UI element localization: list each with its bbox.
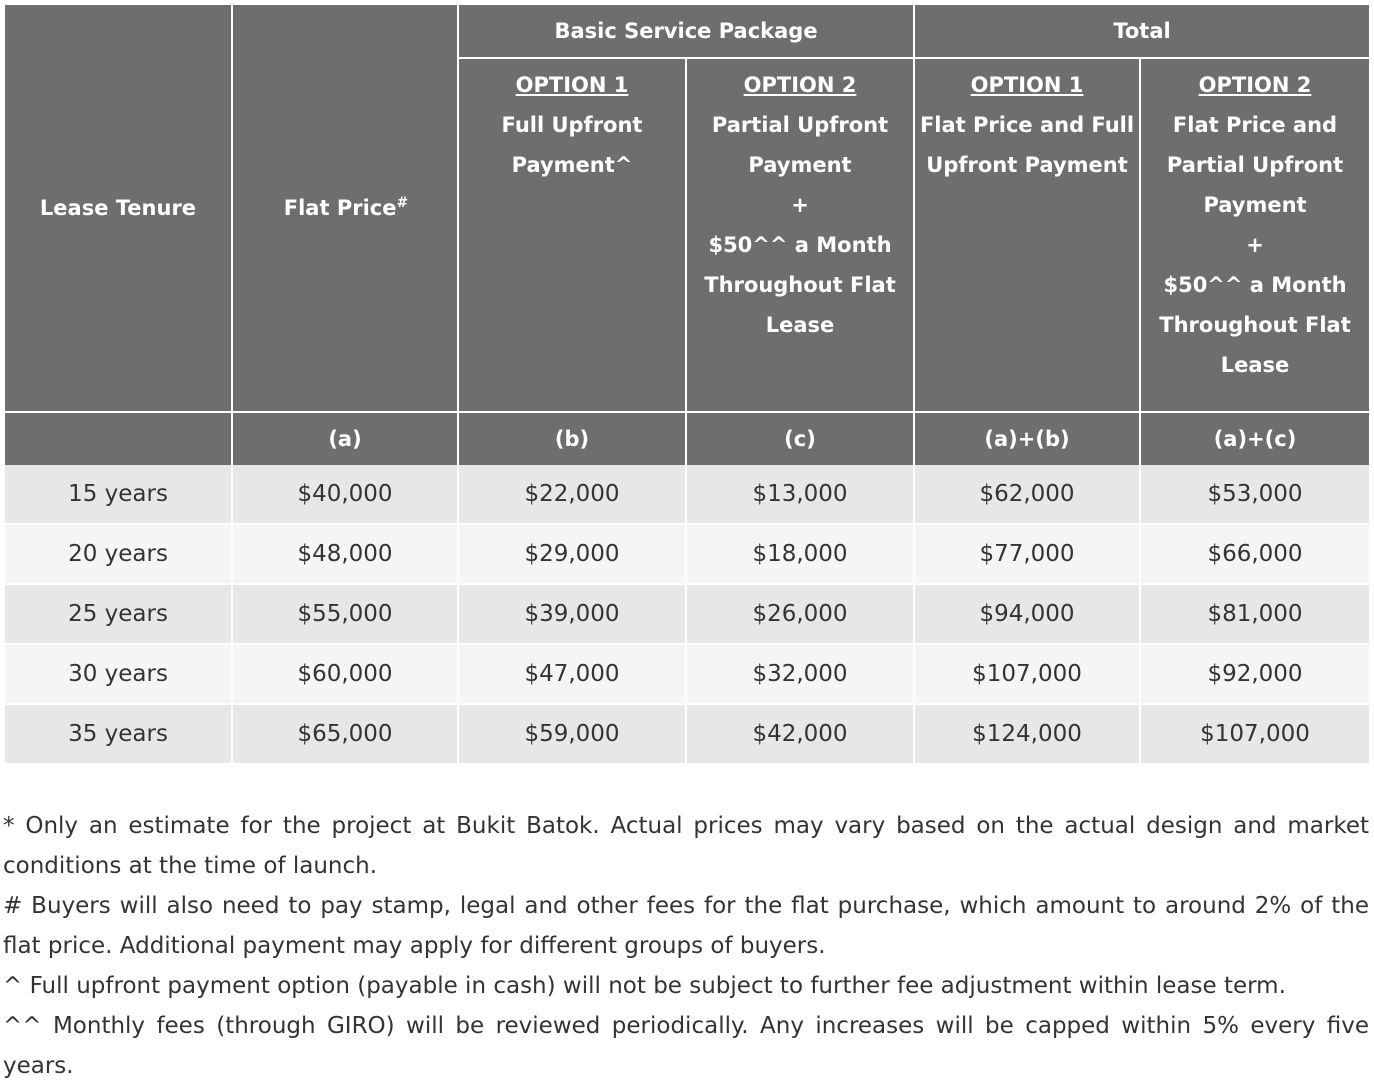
price-cell: $60,000: [232, 644, 458, 704]
footnote: ^ Full upfront payment option (payable in cash) will not be subject to further fee adjustment within lease term.: [3, 973, 1286, 999]
footnote: * Only an estimate for the project at Bukit Batok. Actual prices may vary based on the actual design and market conditions at the time of launch.: [3, 813, 1369, 879]
option-line: Lease: [1220, 353, 1290, 377]
footnotes: [3, 806, 1369, 1086]
lease-tenure-cell: 30 years: [5, 644, 232, 704]
option-title: OPTION 1: [515, 73, 629, 97]
header-lease-tenure: Lease Tenure: [5, 5, 232, 412]
option-line: Flat Price and: [1172, 113, 1338, 137]
option-line: +: [1246, 233, 1264, 257]
price-cell: $107,000: [1140, 704, 1369, 764]
header-flat-price: [232, 5, 458, 412]
code-cell: (c): [686, 412, 914, 465]
code-cell: (b): [458, 412, 686, 465]
header-bsp-option2: [686, 58, 914, 412]
option-line: Throughout Flat: [1159, 313, 1351, 337]
table-row: [5, 465, 1369, 524]
option-line: Payment: [748, 153, 852, 177]
footnote: ^^ Monthly fees (through GIRO) will be reviewed periodically. Any increases will be capped within 5% every five years.: [3, 1013, 1369, 1079]
footnote-hash-mark: #: [396, 195, 407, 211]
lease-tenure-cell: 25 years: [5, 584, 232, 644]
option-title: OPTION 1: [970, 73, 1084, 97]
price-cell: $65,000: [232, 704, 458, 764]
price-cell: $39,000: [458, 584, 686, 644]
price-cell: $107,000: [914, 644, 1140, 704]
option-line: Lease: [765, 313, 835, 337]
header-basic-service-package: Basic Service Package: [458, 5, 914, 58]
option-line: Partial Upfront: [711, 113, 889, 137]
price-table: [5, 5, 1369, 765]
price-cell: $94,000: [914, 584, 1140, 644]
price-cell: $13,000: [686, 465, 914, 524]
price-cell: $59,000: [458, 704, 686, 764]
lease-tenure-cell: 15 years: [5, 465, 232, 524]
price-cell: $22,000: [458, 465, 686, 524]
table-body: [5, 465, 1369, 764]
footnote: # Buyers will also need to pay stamp, legal and other fees for the flat purchase, which amount to around 2% of the flat price. Additional payment may apply for different groups of buyers.: [3, 893, 1369, 959]
price-cell: $40,000: [232, 465, 458, 524]
table-row: [5, 584, 1369, 644]
option-line: Payment: [1203, 193, 1307, 217]
option-title: OPTION 2: [1198, 73, 1312, 97]
option-line: $50^^ a Month: [708, 233, 892, 257]
header-total: Total: [914, 5, 1369, 58]
header-flat-price-label: Flat Price: [283, 196, 397, 220]
option-line: Flat Price and Full: [919, 113, 1135, 137]
price-cell: $62,000: [914, 465, 1140, 524]
price-cell: $53,000: [1140, 465, 1369, 524]
price-cell: $66,000: [1140, 524, 1369, 584]
code-cell: (a)+(b): [914, 412, 1140, 465]
price-cell: $47,000: [458, 644, 686, 704]
table-row: [5, 704, 1369, 764]
option-line: Payment^: [511, 153, 633, 177]
price-cell: $29,000: [458, 524, 686, 584]
code-cell: (a)+(c): [1140, 412, 1369, 465]
option-line: Upfront Payment: [926, 153, 1128, 177]
table-row: [5, 644, 1369, 704]
option-title: OPTION 2: [743, 73, 857, 97]
price-cell: $92,000: [1140, 644, 1369, 704]
lease-tenure-cell: 20 years: [5, 524, 232, 584]
price-cell: $42,000: [686, 704, 914, 764]
option-line: +: [791, 193, 809, 217]
price-cell: $18,000: [686, 524, 914, 584]
header-total-option1: [914, 58, 1140, 412]
header-bsp-option1: [458, 58, 686, 412]
price-cell: $124,000: [914, 704, 1140, 764]
option-line: Full Upfront: [501, 113, 643, 137]
header-total-option2: [1140, 58, 1369, 412]
option-line: Partial Upfront: [1166, 153, 1344, 177]
price-cell: $32,000: [686, 644, 914, 704]
price-cell: $55,000: [232, 584, 458, 644]
table-header: [5, 5, 1369, 465]
price-cell: $77,000: [914, 524, 1140, 584]
price-cell: $26,000: [686, 584, 914, 644]
price-cell: $81,000: [1140, 584, 1369, 644]
lease-tenure-cell: 35 years: [5, 704, 232, 764]
code-cell: [5, 412, 232, 465]
table-row: [5, 524, 1369, 584]
price-cell: $48,000: [232, 524, 458, 584]
code-cell: (a): [232, 412, 458, 465]
option-line: Throughout Flat: [704, 273, 896, 297]
option-line: $50^^ a Month: [1163, 273, 1347, 297]
